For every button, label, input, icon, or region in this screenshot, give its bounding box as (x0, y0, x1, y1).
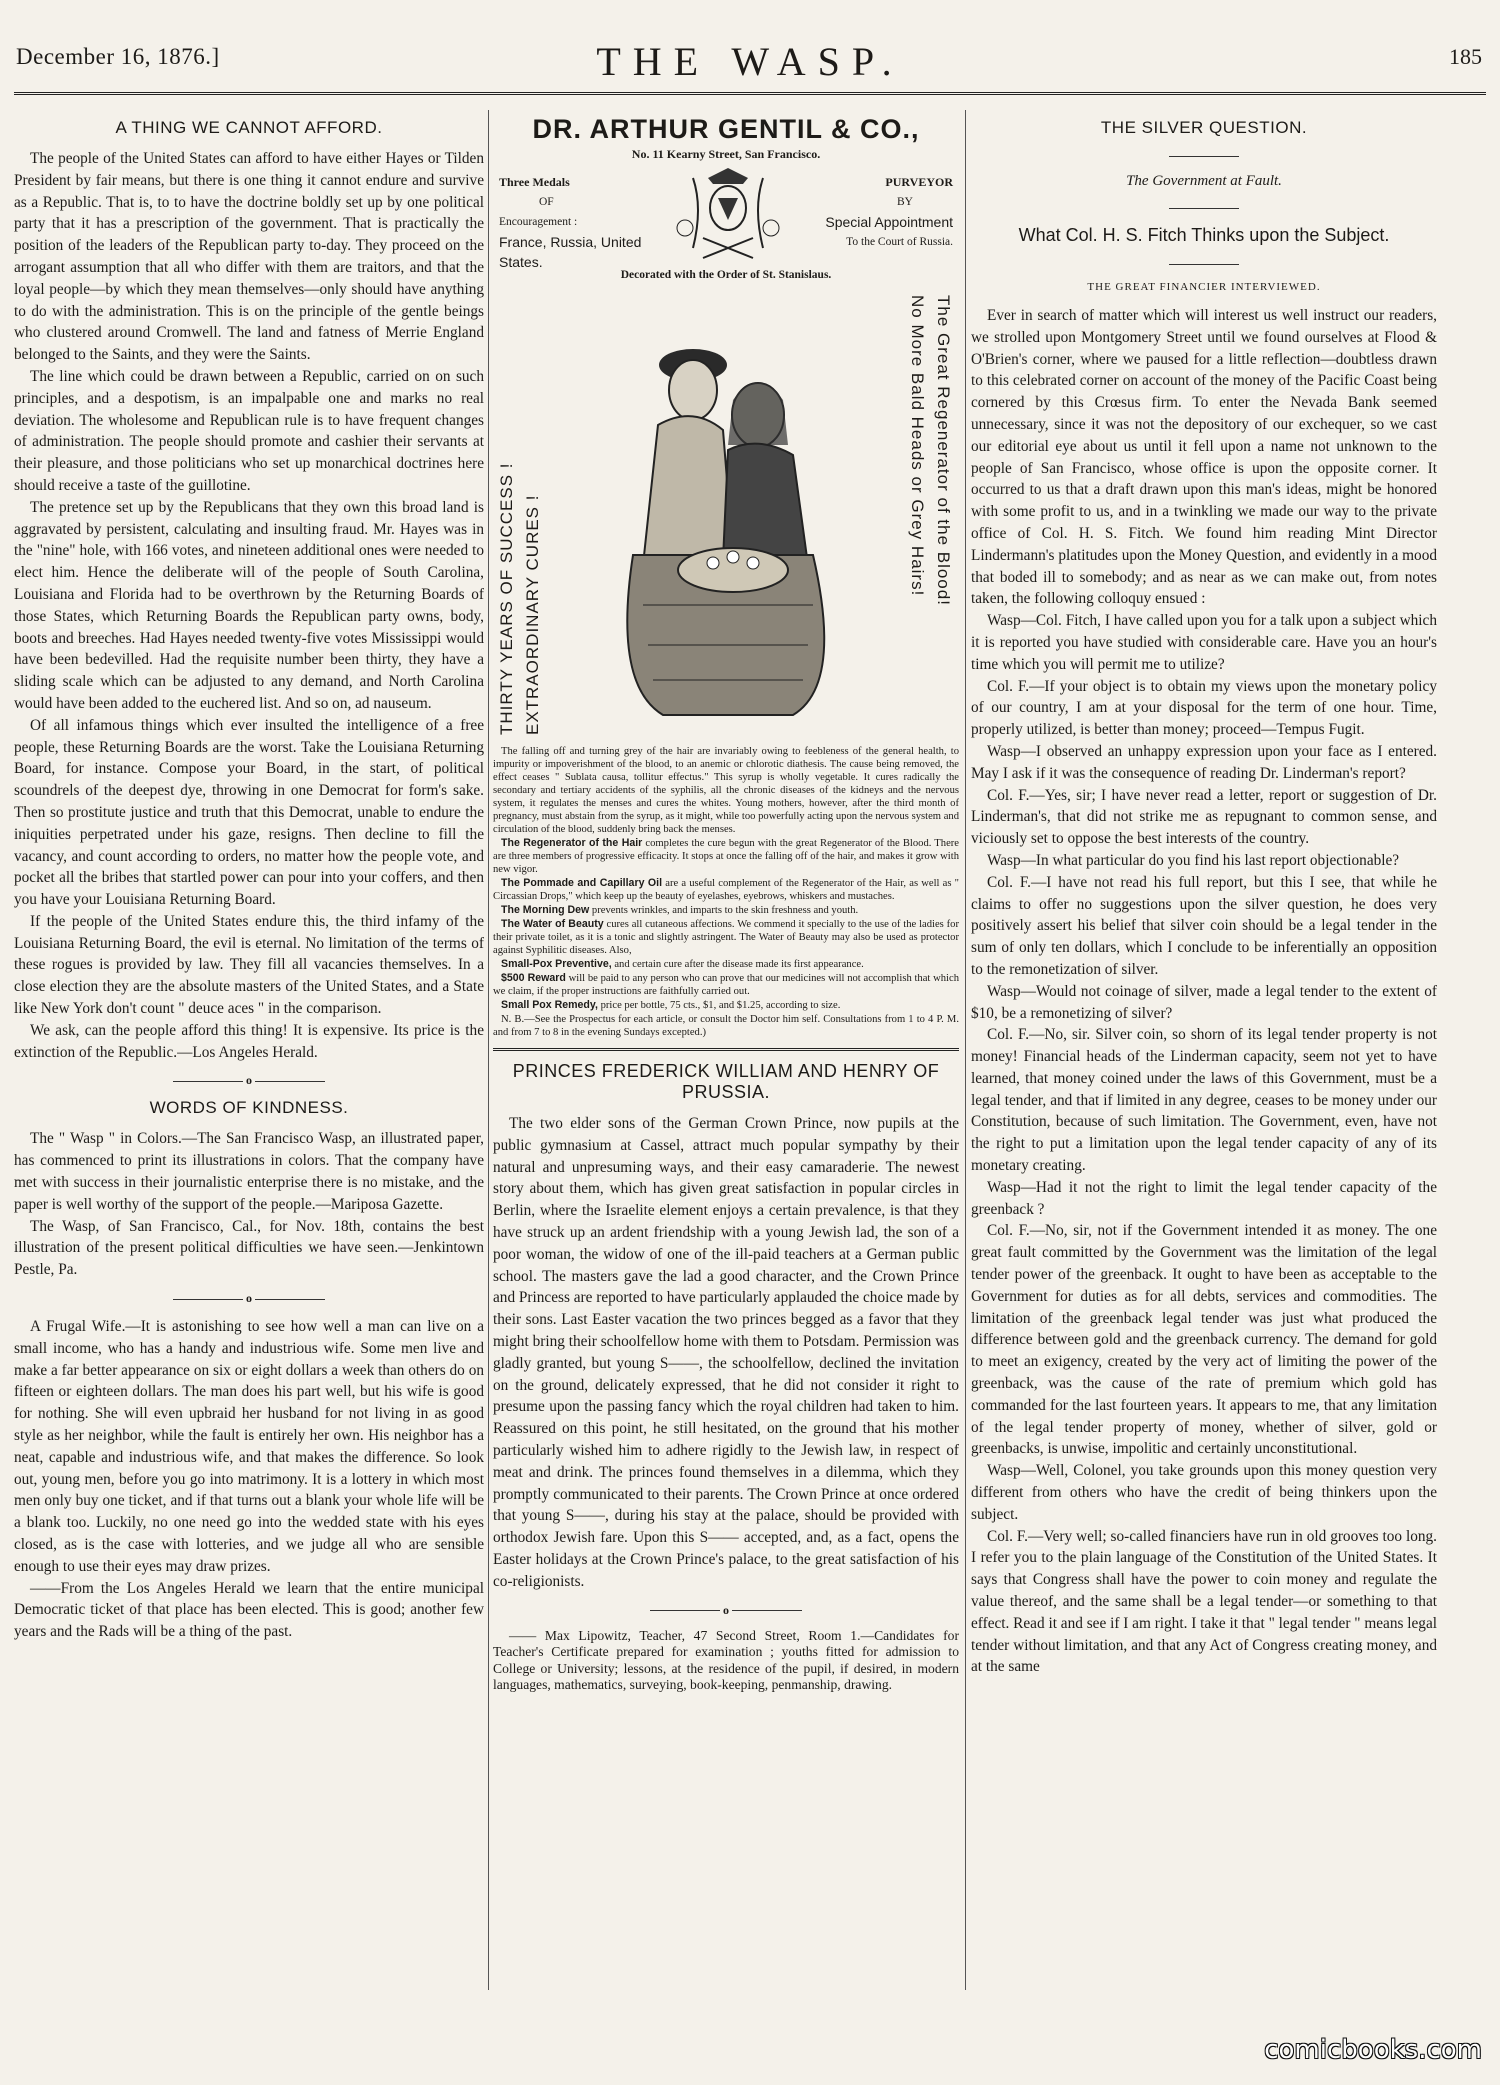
article-subheading: THE GREAT FINANCIER INTERVIEWED. (1087, 281, 1321, 293)
ad-item: Small-Pox Preventive, and certain cure after the disease made its first appearance. (501, 958, 864, 970)
ad-medals: Three Medals OF Encouragement : France, Russia, United States. (499, 175, 642, 270)
ad-slogan: EXTRAORDINARY CURES ! (523, 494, 542, 735)
article-paragraph: The pretence set up by the Republicans that they own this broad land is aggravated by persistent, calculating and insulting fraud. Mr. Hayes was in the "nine" hole, with 166 votes, and nineteen additional ones were needed to elect him. Hence the deliberate will of the people of South Carolina, Louisiana and Florida had to be overthrown by the Returning Boards of those States, which Returning Boards the Republican party owns, body, boots and breeches. Had Hayes needed twenty-five votes Mississippi would have been bedevilled. Had the requisite number been thirty, they have a sliding scale which can be adjusted to any demand, and North Carolina would have been added to the euchered list. And so on, ad nauseum. (14, 498, 484, 712)
column-middle (493, 110, 959, 1995)
issue-date: December 16, 1876.] (16, 44, 220, 69)
interview-paragraph: Wasp—I observed an unhappy expression upon your face as I entered. May I ask if it was the consequence of reading Dr. Linderman's report? (971, 742, 1437, 782)
interview-paragraph: Col. F.—No, sir, not if the Government intended it as money. The one great fault committed by the Government was the limitation of the legal tender power of the greenback. It ought to have been as acceptable to the Government for duties as for all debts, services and commodities. The limitation of the greenback legal tender was just what produced the difference between gold and the greenback currency. The demand for gold to meet an exigency, created by the very act of limiting the power of the greenback, was the cause of the rate of premium which gold has commanded for the last fourteen years. It appears to me, that any limitation of the legal tender property of money, whether of silver, gold or greenbacks, is unwise, impolitic and certainly unconstitutional. (971, 1222, 1437, 1458)
article-paragraph: The two elder sons of the German Crown Prince, now pupils at the public gymnasium at Cassel, attract much popular sympathy by their natural and unpresuming ways, and their easy camaraderie. The newest story about them, which has given great satisfaction in popular circles in Berlin, where the Israelite element enjoys a certain prevalence, is that they have struck up an ardent friendship with a young Jewish lad, the son of a poor woman, the widow of one of the ill-paid teachers at a German public school. The masters gave the lad a good character, and the Crown Prince and Princess are reported to have particularly applauded the choice made by their sons. Last Easter vacation the two princes begged as a favor that they might bring their schoolfellow home with them to Potsdam. Permission was gladly granted, but young S——, the schoolfellow, declined the invitation on the ground, delicately expressed, that he did not consider it right to presume upon the passing fancy which the royal children had taken to him. Reassured on this point, he still hesitated, on the ground that his mother particularly wished him to adhere rigidly to the Jewish law, in respect of meat and drink. The princes found themselves in a dilemma, which they promptly communicated to their parents. The Crown Prince at once ordered that young S——, during his stay at the palace, should be provided with orthodox Jewish fare. Upon this S—— accepted, and, as a fact, opens the Easter holidays at the Crown Prince's palace, to the great satisfaction of his co-religionists. (493, 1115, 959, 1590)
column-right (971, 110, 1437, 1995)
ad-slogan: The Great Regenerator of the Blood! (934, 295, 953, 606)
separator: o (14, 1291, 484, 1306)
ad-title: DR. ARTHUR GENTIL & CO., (532, 114, 920, 144)
separator (971, 200, 1437, 215)
article-paragraph: ——From the Los Angeles Herald we learn that the entire municipal Democratic ticket of that place has been elected. This is good; another few years and the Rads will be a thing of the past. (14, 1579, 484, 1641)
article-title: THE SILVER QUESTION. (1100, 118, 1308, 137)
ad-item: The Pommade and Capillary Oil are a useful complement of the Regenerator of the Hair, as well as " Circassian Drops," which keep up the beauty of eyelashes, eyebrows, whiskers and mustaches. (493, 877, 959, 902)
article-subheading: What Col. H. S. Fitch Thinks upon the Subject. (1018, 225, 1390, 245)
separator: o (493, 1603, 959, 1618)
ad-slogan: No More Bald Heads or Grey Hairs! (908, 295, 927, 597)
article-title: A THING WE CANNOT AFFORD. (115, 118, 383, 137)
interview-paragraph: Col. F.—Very well; so-called financiers have run in old grooves too long. I refer you to the plain language of the Constitution of the United States. It says that Congress shall have the power to coin money and regulate the value thereof, and the same shall be a legal tender—or something to that effect. Read it and see if I am right. I take it that " legal tender " means legal tender without limitation, and that any Act of Congress creating money, and at the same (971, 1527, 1437, 1676)
article-title: PRINCES FREDERICK WILLIAM AND HENRY OF PRUSSIA. (512, 1061, 940, 1102)
article-paragraph: The Wasp, of San Francisco, Cal., for Nov. 18th, contains the best illustration of the present political difficulties we have seen.—Jenkintown Pestle, Pa. (14, 1217, 484, 1279)
masthead (14, 36, 1486, 95)
ad-item: The Water of Beauty cures all cutaneous affections. We commend it specially to the use of the ladies for their private toilet, as it is a tonic and slightly astringent. The Water of Beauty may also be used as protector against Syphilitic diseases. Also, (493, 918, 959, 956)
ad-purveyor: PURVEYOR BY Special Appointment To the Court of Russia. (825, 175, 953, 248)
interview-paragraph: Col. F.—I have not read his full report, but this I see, that while he claims to offer no suggestions upon the silver question, he does very positively assert his belief that silver coin should be a legal tender in the sum of only ten dollars, which I conclude to be inferentially an opposition to the remonetization of silver. (971, 873, 1437, 978)
separator: o (14, 1073, 484, 1088)
column-left (14, 110, 484, 1995)
separator (971, 148, 1437, 163)
article-paragraph: The people of the United States can afford to have either Hayes or Tilden President by fair means, but there is one thing it cannot endure and survive as a Republic. That is, to to have the doctrine boldly set up by one political party that it has a prescription of the government. That is practically the position of the leaders of the Republican party to-day. They proceed on the arrogant assumption that all who differ with them are traitors, and that the loyal people—by which they mean themselves—only should have anything to do with the administration. This is on the principle of the gentle beings who clustered around Cromwell. The land and fatness of Merrie England belonged to the Saints, and they were the Saints. (14, 150, 484, 364)
article-paragraph: Of all infamous things which ever insulted the intelligence of a free people, these Returning Boards are the worst. Take the Louisiana Returning Board, for instance. Compose your Board, in the start, of political scoundrels of the deepest dye, throwing in one Democrat for form's sake. Then so prostitute justice and truth that this Democrat, unable to endure the iniquities perpetrated under his gaze, resigns. Then decline to fill the vacancy, and count according to orders, no matter how the people vote, and pocket all the bribes that startled power can pour into your coffers, and then you have your Louisiana Returning Board. (14, 716, 484, 909)
newspaper-title: THE WASP. (596, 39, 904, 84)
ad-note: N. B.—See the Prospectus for each article, or consult the Doctor him self. Consultations from 1 to 4 P. M. and from 7 to 8 in the evening Sundays excepted.) (493, 1014, 959, 1038)
advertisement (493, 114, 959, 1051)
article-paragraph: The " Wasp " in Colors.—The San Francisco Wasp, an illustrated paper, has commenced to print its illustrations in colors. That the company have met with success in their journalistic enterprise there is no mistake, and the paper is well worthy of the support of the people.—Mariposa Gazette. (14, 1130, 484, 1213)
article-paragraph: The line which could be drawn between a Republic, carried on on such principles, and a despotism, is an impalpable one and marks no real deviation. The wholesome and Republican rule is to have frequent changes of administration. The people should promote and cashier their servants at their pleasure, and those politicians who set up monarchical doctrines here should receive a taste of the guillotine. (14, 367, 484, 494)
ad-item: $500 Reward will be paid to any person who can prove that our medicines will not accomplish that which we claim, if the proper instructions are faithfully carried out. (493, 972, 959, 997)
ad-medals-row (493, 168, 959, 270)
interview-paragraph: Col. F.—No, sir. Silver coin, so shorn of its legal tender property is not money! Financial heads of the Linderman capacity, seem not yet to have learned, that money coined under the laws of this Government, must be a legal tender, and that if limited in any degree, ceases to be money under our Constitution, because of such limitation. The Government, even, have not the right to put a limitation upon the legal tender capacity of any of its monetary creating. (971, 1026, 1437, 1175)
ad-slogan: THIRTY YEARS OF SUCCESS ! (497, 462, 516, 735)
article-paragraph: A Frugal Wife.—It is astonishing to see how well a man can live on a small income, who has a handy and industrious wife. Some men live and make a far better appearance on six or eight dollars a week than others do on fifteen or eighteen dollars. The man does his part well, but his wife is good for nothing. She will even upbraid her husband for not living in as good style as her neighbor, while the fault is entirely her own. His neighbor has a neat, capable and industrious wife, and that makes the difference. So look out, young men, before you go into matrimony. It is a lottery in which most men only buy one ticket, and if that turns out a blank your whole life will be a blank too. Luckily, no one need go into the wedded state with his eyes closed, as is the case with lotteries, and we judge all who are sensible enough to use their eyes may draw prizes. (14, 1318, 484, 1575)
article-paragraph: Ever in search of matter which will interest us well instruct our readers, we strolled upon Montgomery Street until we found ourselves at Flood & O'Brien's corner, where we paused for a little reflection—doubtless drawn to this celebrated corner on account of the money of the Pacific Coast being cornered by this Crœsus firm. To enter the Nevada Bank seemed unnecessary, since it was not the depository of our exchequer, so we cast our editorial eye about us until it fell upon a name not unknown to the people of San Francisco, whose office is upon the opposite corner. It occurred to us that a draft drawn upon this man's ideas, might be honored with some profit to us, and in a twinkling we made our way to the private office of Col. H. S. Fitch. We found him reading Mint Director Lindermann's platitudes upon the Money Question, and evidently in a mood that boded ill to somebody; and as near as we can make out, from notes taken, the following colloquy ensued : (971, 307, 1437, 608)
article-title: WORDS OF KINDNESS. (149, 1098, 349, 1118)
watermark: comicbooks.com (1264, 2035, 1482, 2065)
article-paragraph: We ask, can the people afford this thing! It is expensive. Its price is the extinction of the Republic.—Los Angeles Herald. (14, 1021, 484, 1061)
interview-paragraph: Wasp—In what particular do you find his last report objectionable? (987, 851, 1400, 869)
ad-illustration-block (493, 285, 959, 745)
ad-item: Small Pox Remedy, price per bottle, 75 cts., $1, and $1.25, according to size. (501, 999, 841, 1011)
article-subtitle: The Government at Fault. (1126, 173, 1282, 189)
ad-item: The Regenerator of the Hair completes the cure begun with the great Regenerator of the Blood. There are three members of progressive efficacity. It stops at once the falling off of the hair, and makes it grow with new vigor. (493, 837, 959, 875)
column-rule (488, 110, 489, 1990)
interview-paragraph: Wasp—Col. Fitch, I have called upon you for a talk upon a subject which it is reported you have studied with considerable care. Have you an hour's time which you will permit me to utilize? (971, 612, 1437, 673)
interview-paragraph: Col. F.—If your object is to obtain my views upon the monetary policy of our country, I am at your disposal for the term of one hour. Time, properly utilized, is better than money; proceed—Tempus Fugit. (971, 677, 1437, 739)
ad-body: The falling off and turning grey of the hair are invariably owing to feebleness of the general health, to impurity or impoverishment of the blood, to an anemic or chlorotic diathesis. The cause being removed, the effect ceases " Sublata causa, tollitur effectus." This syrup is wholly vegetable. It cures radically the secondary and tertiary accidents of the syphilis, all the chronic diseases of the kidneys and the nervous system, it regulates the menses and cures the whites. Young mothers, however, after the third month of pregnancy, must abstain from the syrup, as it might, while too powerfully acting upon the nervous system and circulation of the blood, suddenly bring back the menses. (493, 746, 959, 835)
interview-paragraph: Wasp—Well, Colonel, you take grounds upon this money question very different from others who have the credit of being thinkers upon the subject. (971, 1462, 1437, 1523)
page-number: 185 (1449, 44, 1482, 69)
teacher-notice: —— Max Lipowitz, Teacher, 47 Second Street, Room 1.—Candidates for Teacher's Certificate prepared for examination ; youths fitted for admission to College or University; lessons, at the residence of the pupil, if desired, in modern languages, mathematics, surveying, book-keeping, penmanship, drawing. (493, 1627, 959, 1693)
column-rule (965, 110, 966, 1990)
two-women-illustration (573, 305, 873, 725)
ad-address: No. 11 Kearny Street, San Francisco. (631, 147, 821, 161)
separator (971, 256, 1437, 271)
interview-paragraph: Wasp—Would not coinage of silver, made a legal tender to the extent of $10, be a remonetizing of silver? (971, 982, 1437, 1022)
interview-paragraph: Wasp—Had it not the right to limit the legal tender capacity of the greenback ? (971, 1178, 1437, 1218)
article-paragraph: If the people of the United States endure this, the third infamy of the Louisiana Returning Board, the evil is eternal. No limitation of the terms of these rogues is provided by law. They fill all vacancies themselves. In a close election they are the absolute masters of the United States, and a State like New York don't count " deuce aces " in the comparison. (14, 912, 484, 1018)
coat-of-arms-icon (673, 168, 783, 263)
ad-item: The Morning Dew prevents wrinkles, and imparts to the skin freshness and youth. (501, 904, 859, 916)
ad-decoration-note: Decorated with the Order of St. Stanislaus. (620, 269, 832, 281)
interview-paragraph: Col. F.—Yes, sir; I have never read a letter, report or suggestion of Dr. Linderman's, that did not strike me as repugnant to common sense, and viciously set to oppose the best interests of the country. (971, 786, 1437, 848)
